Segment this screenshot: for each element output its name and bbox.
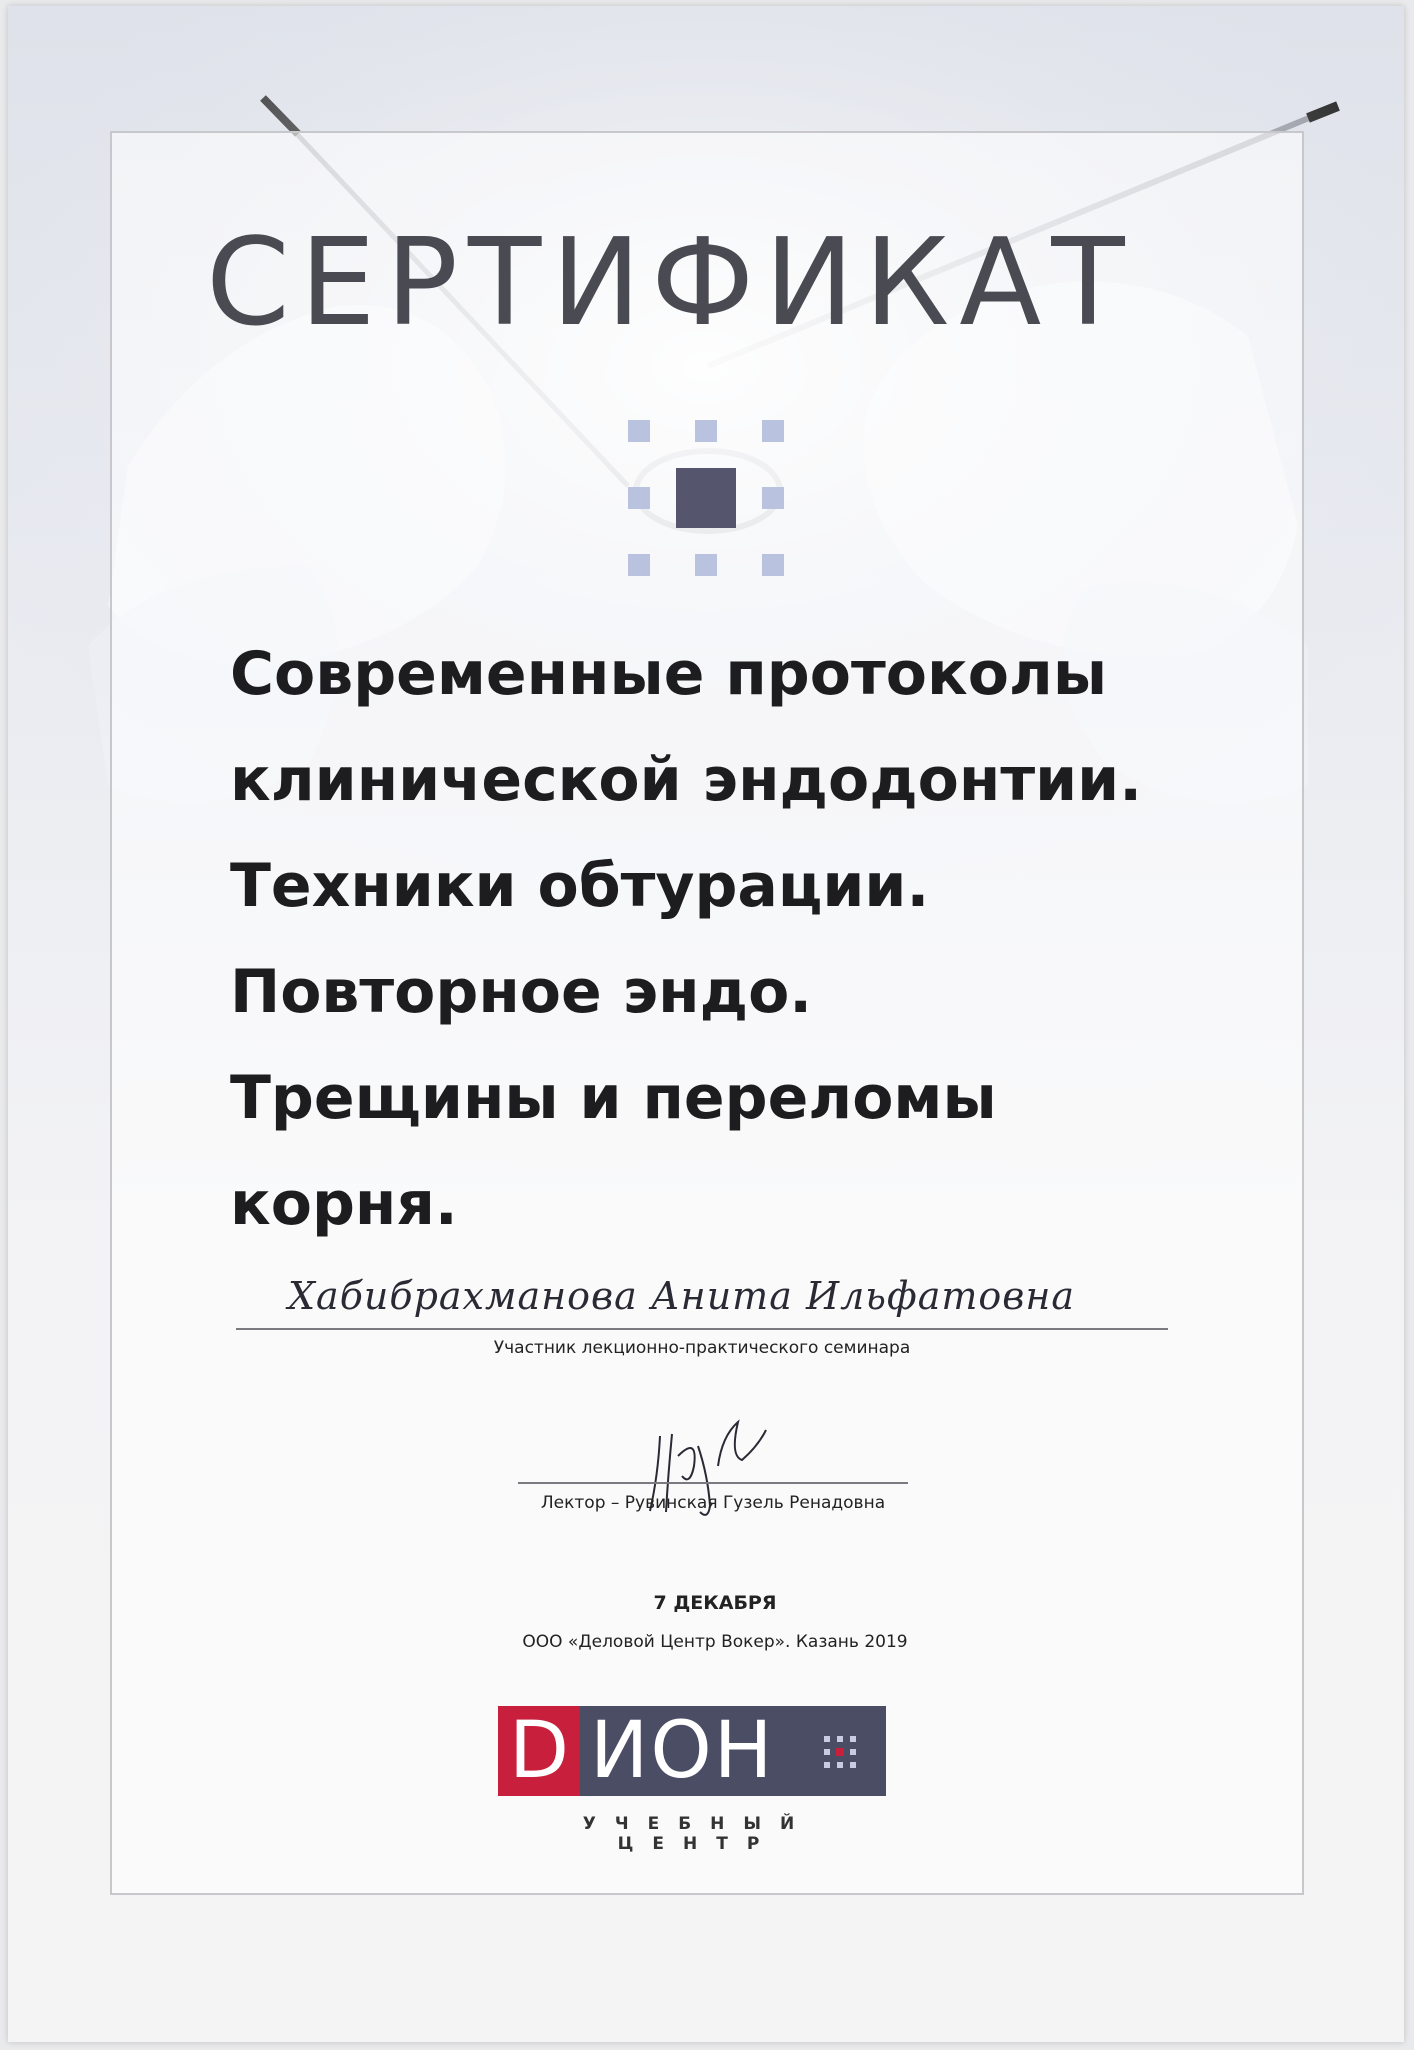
course-line: Техники обтурации. — [230, 851, 930, 921]
organizer-line: ООО «Деловой Центр Вокер». Казань 2019 — [522, 1632, 908, 1652]
course-line: клинической эндодонтии. — [230, 745, 1143, 815]
dion-logo — [498, 1706, 898, 1806]
course-line: корня. — [230, 1169, 458, 1239]
participant-caption: Участник лекционно-практического семинара — [493, 1338, 911, 1358]
course-line: Современные протоколы — [230, 639, 1108, 709]
participant-signature-line — [236, 1328, 1168, 1330]
course-line: Трещины и переломы — [230, 1063, 997, 1133]
logo-dots-icon — [824, 1736, 856, 1768]
certificate-title: СЕРТИФИКАТ — [206, 214, 1135, 353]
course-title — [230, 621, 1230, 1257]
certificate-sheet — [8, 6, 1404, 2042]
logo-letter-d: D — [498, 1706, 580, 1796]
event-date: 7 ДЕКАБРЯ — [653, 1592, 777, 1614]
course-line: Повторное эндо. — [230, 957, 813, 1027]
logo-subtitle: УЧЕБНЫЙ ЦЕНТР — [582, 1814, 814, 1854]
lecturer-signature-line — [518, 1482, 908, 1484]
logo-grid-icon — [628, 420, 784, 580]
logo-text: ИОН — [590, 1706, 775, 1796]
lecturer-caption: Лектор – Рувинская Гузель Ренадовна — [540, 1493, 886, 1513]
participant-name: Хабибрахманова Анита Ильфатовна — [288, 1274, 1076, 1318]
